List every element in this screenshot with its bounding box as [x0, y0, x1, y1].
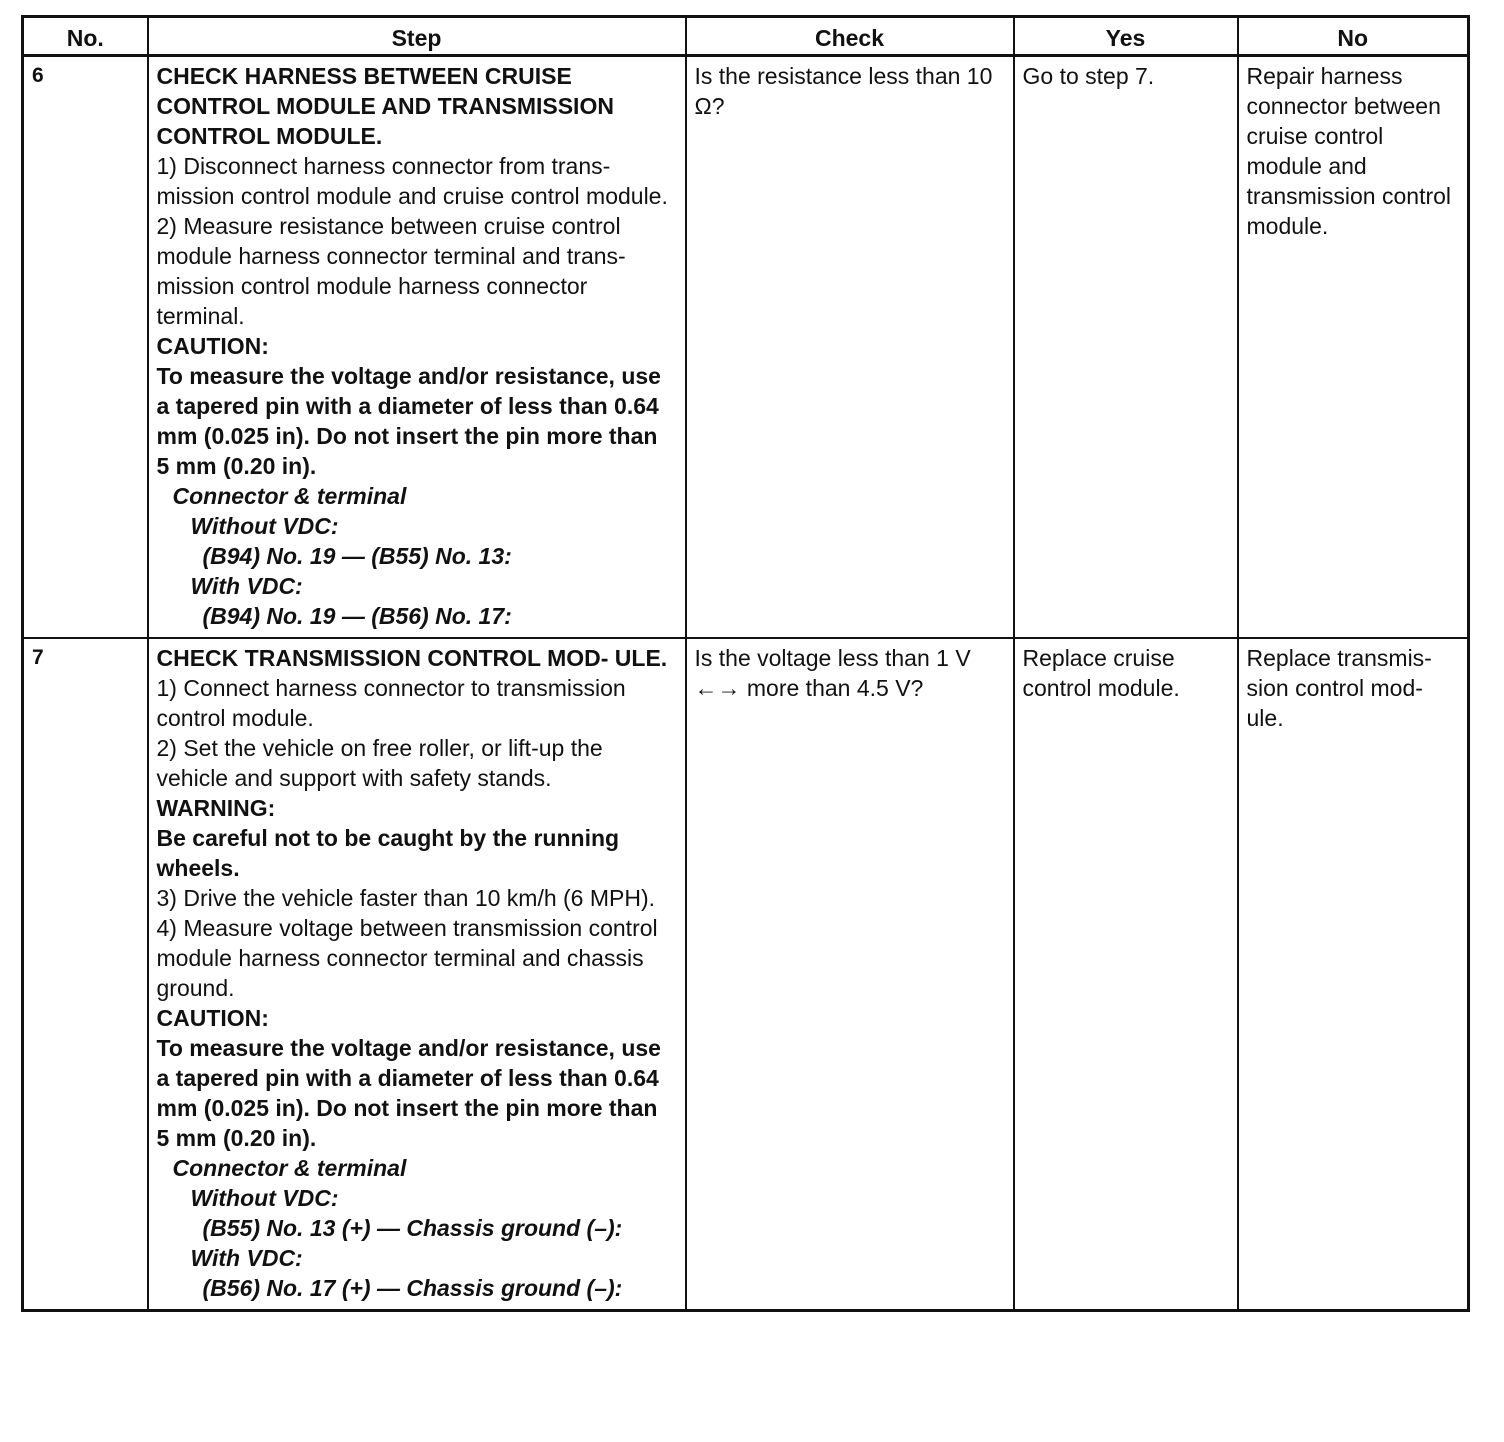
without-vdc-value: (B94) No. 19 — (B55) No. 13: [202, 543, 512, 569]
check-cell: Is the resistance less than 10 Ω? [686, 56, 1014, 639]
header-no-result: No [1238, 17, 1469, 56]
caution-text: To measure the voltage and/or resistance, use a tapered pin with a diameter of less than 0.64 mm (0.025 in). Do not insert the pin more than 5 mm (0.20 in). [156, 1035, 661, 1151]
with-vdc-value: (B56) No. 17 (+) — Chassis ground (–): [202, 1275, 623, 1301]
header-no: No. [23, 17, 148, 56]
connector-title: Connector & terminal [172, 1155, 407, 1181]
header-step: Step [148, 17, 686, 56]
yes-cell: Replace cruise control module. [1014, 638, 1238, 1311]
step-number: 7 [23, 638, 148, 1311]
without-vdc-value: (B55) No. 13 (+) — Chassis ground (–): [202, 1215, 623, 1241]
without-vdc-label: Without VDC: [190, 513, 339, 539]
check-cell: Is the voltage less than 1 V ←→ more than 4.5 V? [686, 638, 1014, 1311]
no-cell: Repair harness connector between cruise control module and transmission control module. [1238, 56, 1469, 639]
warning-label: WARNING: [156, 795, 276, 821]
warning-text: Be careful not to be caught by the running wheels. [156, 825, 620, 881]
step-cell [148, 638, 686, 1311]
instruction: 1) Connect harness connector to transmission control module. [156, 675, 626, 731]
step-heading: CHECK TRANSMISSION CONTROL MOD- ULE. [156, 645, 668, 671]
instruction: 3) Drive the vehicle faster than 10 km/h (6 MPH). [156, 885, 656, 911]
with-vdc-label: With VDC: [190, 573, 303, 599]
instruction: 2) Measure resistance between cruise control module harness connector terminal and trans- mission control module harness connector terminal. [156, 213, 626, 329]
step-heading: CHECK HARNESS BETWEEN CRUISE CONTROL MODULE AND TRANSMISSION CONTROL MODULE. [156, 63, 614, 149]
header-yes: Yes [1014, 17, 1238, 56]
caution-label: CAUTION: [156, 333, 269, 359]
header-row [23, 17, 1469, 56]
instruction: 1) Disconnect harness connector from trans- mission control module and cruise control module. [156, 153, 668, 209]
caution-text: To measure the voltage and/or resistance, use a tapered pin with a diameter of less than 0.64 mm (0.025 in). Do not insert the pin more than 5 mm (0.20 in). [156, 363, 661, 479]
with-vdc-label: With VDC: [190, 1245, 303, 1271]
connector-title: Connector & terminal [172, 483, 407, 509]
diagnostic-page [21, 15, 1467, 1312]
no-cell: Replace transmis- sion control mod- ule. [1238, 638, 1469, 1311]
caution-label: CAUTION: [156, 1005, 269, 1031]
diagnostic-table [21, 15, 1470, 1312]
yes-cell: Go to step 7. [1014, 56, 1238, 639]
table-row [23, 56, 1469, 639]
instruction: 4) Measure voltage between transmission control module harness connector terminal and chassis ground. [156, 915, 658, 1001]
with-vdc-value: (B94) No. 19 — (B56) No. 17: [202, 603, 512, 629]
table-row [23, 638, 1469, 1311]
instruction: 2) Set the vehicle on free roller, or lift-up the vehicle and support with safety stands. [156, 735, 603, 791]
step-cell [148, 56, 686, 639]
without-vdc-label: Without VDC: [190, 1185, 339, 1211]
header-check: Check [686, 17, 1014, 56]
step-number: 6 [23, 56, 148, 639]
